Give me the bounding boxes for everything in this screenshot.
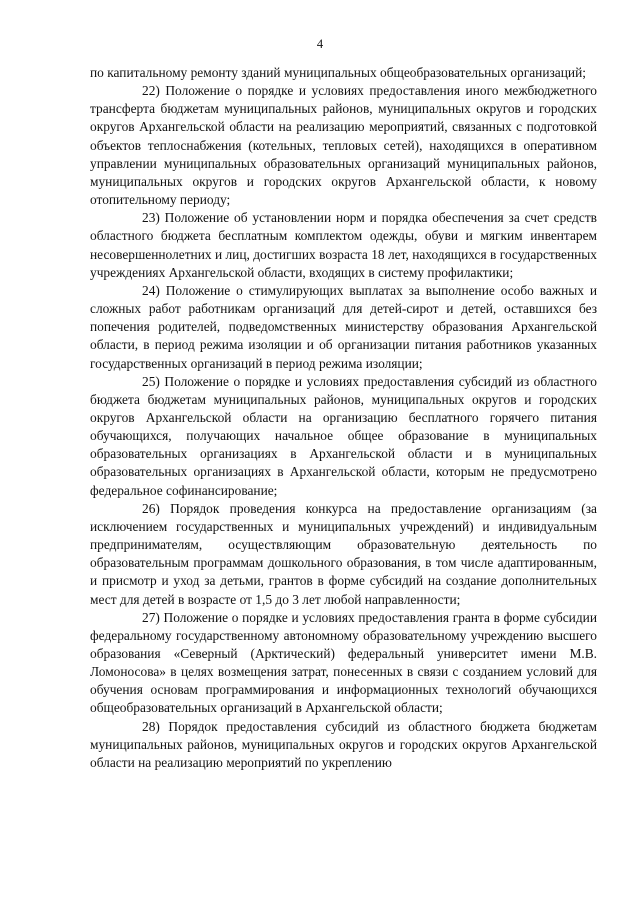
page-number: 4	[316, 37, 324, 51]
list-item-23: 23) Положение об установлении норм и порядка обеспечения за счет средств областного бюджета бесплатным комплектом одежды, обуви и мягким инвентарем несовершеннолетних и лиц, достигших возраста 18 лет, находящихся в государственных учреждениях Архангельской области, входящих в систему профилактики;	[90, 210, 597, 280]
list-item-27: 27) Положение о порядке и условиях предоставления гранта в форме субсидии федеральному государственному автономному образовательному учреждению высшего образования «Северный (Арктический) федеральный университет имени М.В. Ломоносова» в целях возмещения затрат, понесенных в связи с созданием условий для обучения основам программирования и информационных технологий обучающихся общеобразовательных организаций в Архангельской области;	[90, 609, 597, 716]
list-item-28: 28) Порядок предоставления субсидий из областного бюджета бюджетам муниципальных районов, муниципальных округов и городских округов Архангельской области на реализацию мероприятий по укреплению	[90, 718, 597, 770]
list-item-22: 22) Положение о порядке и условиях предоставления иного межбюджетного трансферта бюджетам муниципальных районов, муниципальных округов и городских округов Архангельской области на реализацию мероприятий, связанных с подготовкой объектов теплоснабжения (котельных, тепловых сетей), находящихся в оперативном управлении муниципальных образовательных организаций муниципальных районов, муниципальных округов и городских округов Архангельской области, к новому отопительному периоду;	[90, 83, 597, 208]
list-item-25: 25) Положение о порядке и условиях предоставления субсидий из областного бюджета бюджетам муниципальных районов, муниципальных округов и городских округов Архангельской области на организацию бесплатного горячего питания обучающихся, получающих начальное общее образование в муниципальных образовательных организациях в Архангельской области и в муниципальных образовательных организациях в Архангельской области, которым не предусмотрено федеральное софинансирование;	[90, 373, 597, 498]
list-item-24: 24) Положение о стимулирующих выплатах за выполнение особо важных и сложных работ работникам организаций для детей-сирот и детей, оставшихся без попечения родителей, подведомственных министерству образования Архангельской области, в период режима изоляции и об организации питания работников указанных государственных организаций в период режима изоляции;	[90, 282, 597, 371]
list-item-26: 26) Порядок проведения конкурса на предоставление организациям (за исключением государственных и муниципальных учреждений) и индивидуальным предпринимателям, осуществляющим образовательную деятельность по образовательным программам дошкольного образования, в том числе адаптированным, и присмотр и уход за детьми, грантов в форме субсидий на создание дополнительных мест для детей в возрасте от 1,5 до 3 лет любой направленности;	[90, 500, 597, 607]
document-body	[90, 64, 597, 772]
continuation-paragraph: по капитальному ремонту зданий муниципальных общеобразовательных организаций;	[90, 65, 586, 80]
